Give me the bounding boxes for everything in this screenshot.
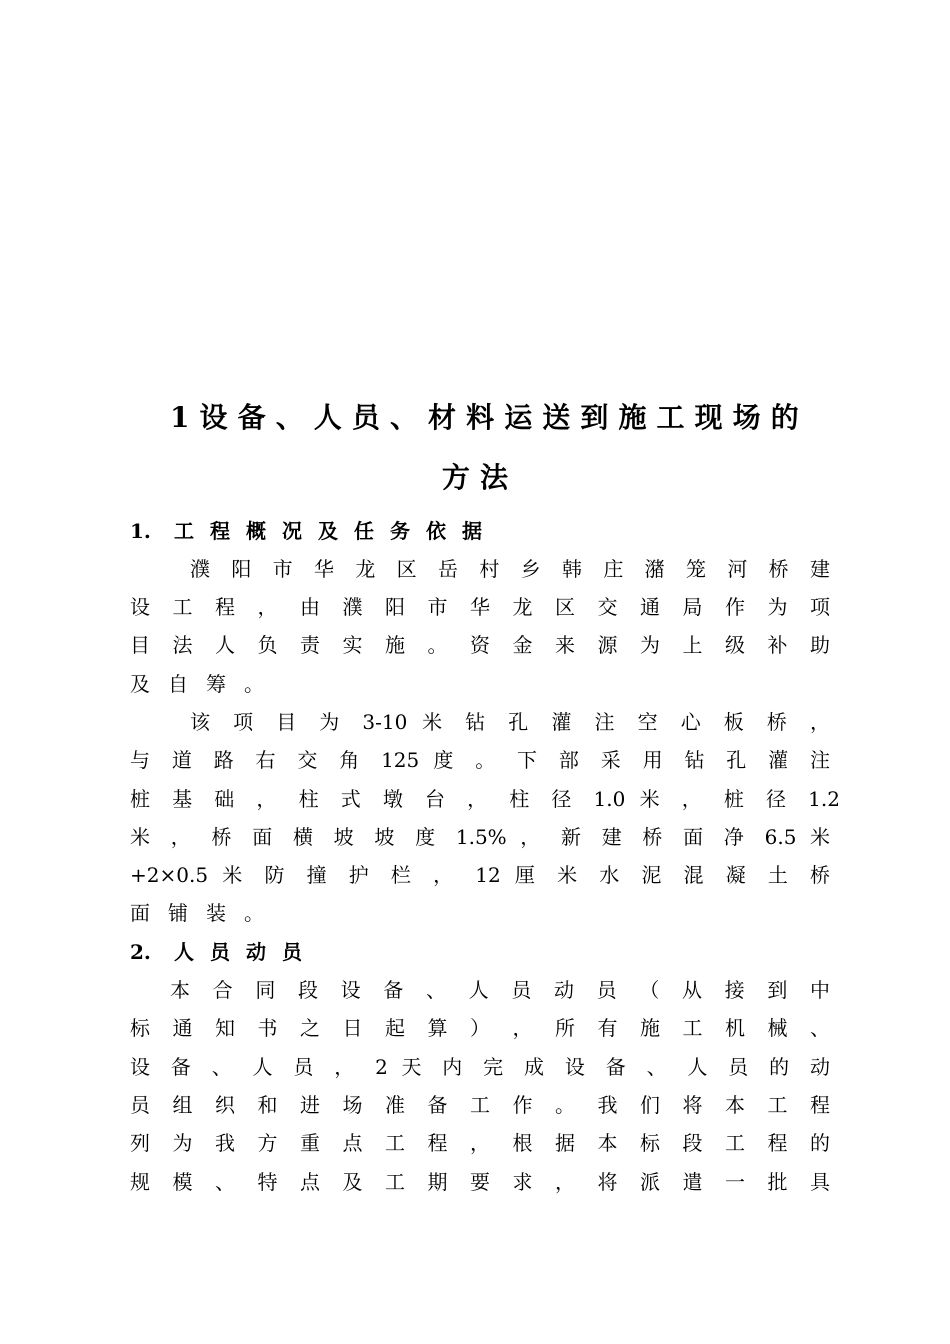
paragraph-line: +2×0.5 米 防 撞 护 栏 ， 12 厘 米 水 泥 混 凝 土 桥 xyxy=(130,863,830,887)
section-heading-1 xyxy=(130,516,830,546)
paragraph-line: 设 工 程 ， 由 濮 阳 市 华 龙 区 交 通 局 作 为 项 xyxy=(130,595,830,619)
paragraph-line: 标 通 知 书 之 日 起 算 ） ， 所 有 施 工 机 械 、 xyxy=(130,1016,830,1040)
paragraph-line: 目 法 人 负 责 实 施 。 资 金 来 源 为 上 级 补 助 xyxy=(130,633,830,657)
document-title-line-1: 1设备、人员、材料运送到施工现场的 xyxy=(170,401,809,434)
paragraph-line: 列 为 我 方 重 点 工 程 ， 根 据 本 标 段 工 程 的 xyxy=(130,1131,830,1155)
section-heading-2 xyxy=(130,937,830,967)
paragraph-line: 米 ， 桥 面 横 坡 坡 度 1.5% ， 新 建 桥 面 净 6.5 米 xyxy=(130,825,830,849)
paragraph-line: 设 备 、 人 员 ， 2 天 内 完 成 设 备 、 人 员 的 动 xyxy=(130,1055,830,1079)
paragraph-line: 规 模 、 特 点 及 工 期 要 求 ， 将 派 遣 一 批 具 xyxy=(130,1170,830,1194)
section-heading-text: 工程概况及任务依据 xyxy=(174,519,498,543)
paragraph-line: 面铺装。 xyxy=(130,901,282,925)
document-title-line-2: 方法 xyxy=(441,461,519,494)
paragraph-line: 及自筹。 xyxy=(130,672,282,696)
section-number: 1. xyxy=(130,519,151,543)
paragraph-line: 本 合 同 段 设 备 、 人 员 动 员 （ 从 接 到 中 xyxy=(170,978,830,1002)
paragraph-line: 与 道 路 右 交 角 125 度 。 下 部 采 用 钻 孔 灌 注 xyxy=(130,748,830,772)
paragraph-line: 员 组 织 和 进 场 准 备 工 作 。 我 们 将 本 工 程 xyxy=(130,1093,830,1117)
section-heading-text: 人员动员 xyxy=(174,940,318,964)
paragraph-line: 濮 阳 市 华 龙 区 岳 村 乡 韩 庄 潴 笼 河 桥 建 xyxy=(190,557,830,581)
paragraph-line: 该 项 目 为 3-10 米 钻 孔 灌 注 空 心 板 桥 ， xyxy=(190,710,830,734)
paragraph-line: 桩 基 础 ， 柱 式 墩 台 ， 柱 径 1.0 米 ， 桩 径 1.2 xyxy=(130,787,840,811)
section-number: 2. xyxy=(130,940,151,964)
